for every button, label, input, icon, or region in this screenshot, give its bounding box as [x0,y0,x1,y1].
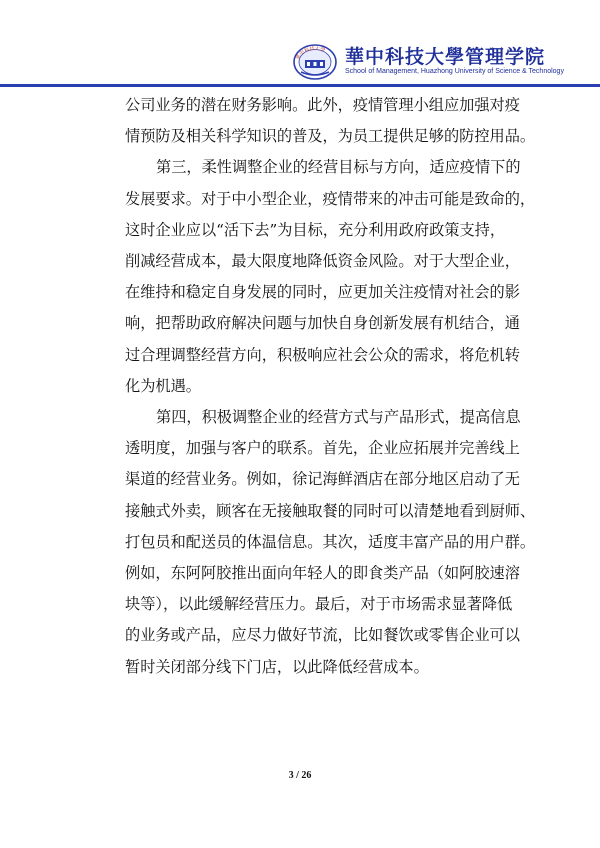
paragraph-2 [125,152,535,402]
text-line: 打包员和配送员的体温信息。其次，适度丰富产品的用户群。 [125,532,536,551]
page-header [0,0,600,96]
school-subtitle: School of Management, Huazhong University of Science & Technology [345,68,564,75]
text-line: 化为机遇。 [125,376,201,395]
logo-lettering: 華中科技大學 [294,45,326,62]
page-number: 3 / 26 [288,770,312,781]
text-line: 渠道的经营业务。例如，徐记海鲜酒店在部分地区启动了无 [125,470,520,489]
header-divider [0,84,600,87]
school-name: 華中科技大學管理学院 [345,46,546,68]
text-line: 第三，柔性调整企业的经营目标与方向，适应疫情下的 [156,158,521,177]
text-line: 块等），以此缓解经营压力。最后，对于市场需求显著降低 [125,595,513,614]
text-line: 公司业务的潜在财务影响。此外，疫情管理小组应加强对疫 [125,96,520,114]
text-line: 例如，东阿阿胶推出面向年轻人的即食类产品（如阿胶速溶 [125,564,520,583]
text-line: 透明度，加强与客户的联系。首先，企业应拓展并完善线上 [125,439,520,458]
text-line: 在维持和稳定自身发展的同时，应更加关注疫情对社会的影 [125,283,520,302]
text-line: 的业务或产品，应尽力做好节流，比如餐饮或零售企业可以 [125,626,520,645]
paragraph-1 [125,90,535,152]
text-line: 这时企业应以“活下去”为目标，充分利用政府政策支持， [125,220,506,239]
text-line: 发展要求。对于中小型企业，疫情带来的冲击可能是致命的， [125,189,536,208]
text-line: 第四，积极调整企业的经营方式与产品形式，提高信息 [156,408,521,427]
university-logo-icon [292,42,338,82]
body-text [125,90,535,683]
text-line: 削减经营成本，最大限度地降低资金风险。对于大型企业， [125,252,520,271]
text-line: 暂时关闭部分线下门店，以此降低经营成本。 [125,657,429,676]
text-line: 过合理调整经营方向，积极响应社会公众的需求，将危机转 [125,345,520,364]
text-line: 情预防及相关科学知识的普及，为员工提供足够的防控用品。 [125,127,536,146]
text-line: 响，把帮助政府解决问题与加快自身创新发展有机结合，通 [125,314,520,333]
paragraph-3 [125,402,535,683]
text-line: 接触式外卖，顾客在无接触取餐的同时可以清楚地看到厨师、 [125,501,536,520]
